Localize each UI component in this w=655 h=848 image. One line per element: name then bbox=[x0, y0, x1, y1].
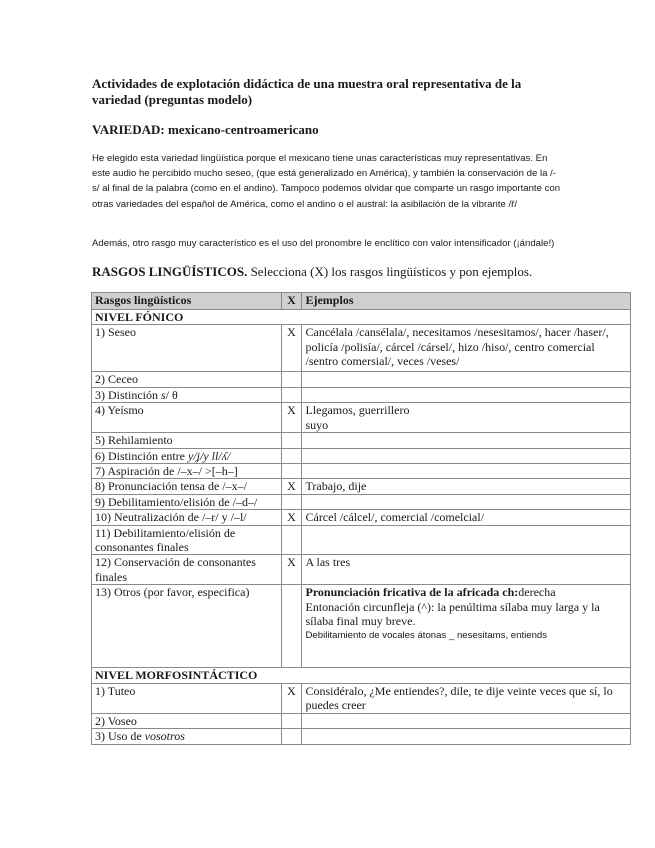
example-cell bbox=[302, 448, 631, 463]
example-cell bbox=[302, 387, 631, 402]
feature-text: 3) Distinción bbox=[95, 387, 161, 402]
feature-text: 6) Distinción entre bbox=[95, 448, 188, 463]
x-cell: X bbox=[281, 479, 302, 494]
example-cell: Considéralo, ¿Me entiendes?, dile, te dije veinte veces que sí, lo puedes creer bbox=[302, 683, 631, 713]
document-title: Actividades de explotación didáctica de una muestra oral representativa de la variedad (preguntas modelo) bbox=[92, 76, 522, 107]
example-after-bold: derecha bbox=[518, 585, 556, 600]
example-cell bbox=[302, 494, 631, 509]
table-row bbox=[92, 479, 631, 494]
section-row-morfo bbox=[92, 668, 631, 683]
example-cell bbox=[302, 525, 631, 555]
x-cell bbox=[281, 494, 302, 509]
features-table bbox=[91, 292, 631, 745]
rasgos-heading-rest: Selecciona (X) los rasgos lingüísticos y pon ejemplos. bbox=[247, 264, 533, 279]
table-row bbox=[92, 464, 631, 479]
x-cell: X bbox=[281, 555, 302, 585]
table-row bbox=[92, 585, 631, 668]
feature-cell: 7) Aspiración de /–x–/ >[–h–] bbox=[92, 464, 282, 479]
feature-cell bbox=[92, 448, 282, 463]
table-row bbox=[92, 448, 631, 463]
feature-cell: 12) Conservación de consonantes finales bbox=[92, 555, 282, 585]
section-morfo: NIVEL MORFOSINTÁCTICO bbox=[92, 668, 631, 683]
feature-cell: 9) Debilitamiento/elisión de /–d–/ bbox=[92, 494, 282, 509]
rasgos-heading-bold: RASGOS LINGÜÍSTICOS. bbox=[92, 264, 248, 279]
table-row bbox=[92, 372, 631, 387]
example-cell bbox=[302, 713, 631, 728]
header-features: Rasgos lingüísticos bbox=[92, 293, 282, 310]
example-line: suyo bbox=[305, 417, 329, 432]
feature-text: 3) Uso de bbox=[95, 729, 145, 744]
feature-cell: 11) Debilitamiento/elisión de consonantes finales bbox=[92, 525, 282, 555]
x-cell bbox=[281, 372, 302, 387]
x-cell bbox=[281, 525, 302, 555]
feature-italic: s bbox=[161, 387, 166, 402]
example-cell bbox=[302, 464, 631, 479]
feature-cell bbox=[92, 387, 282, 402]
example-cell: Cárcel /cálcel/, comercial /comelcial/ bbox=[302, 510, 631, 525]
feature-cell: 1) Tuteo bbox=[92, 683, 282, 713]
table-row bbox=[92, 713, 631, 728]
example-cell bbox=[302, 433, 631, 448]
rasgos-heading bbox=[92, 264, 532, 280]
x-cell: X bbox=[281, 683, 302, 713]
feature-cell: 2) Ceceo bbox=[92, 372, 282, 387]
example-cell: Cancélala /cansélala/, necesitamos /nesesitamos/, hacer /haser/, policía /polisía/, cárcel /cársel/, hizo /hiso/, centro comercial /sentro comersial/, veces /veses/ bbox=[302, 325, 631, 372]
feature-cell: 5) Rehilamiento bbox=[92, 433, 282, 448]
feature-italic: y/ʝ/y ll/ʎ/ bbox=[187, 448, 231, 463]
x-cell bbox=[281, 433, 302, 448]
table-row bbox=[92, 387, 631, 402]
x-cell bbox=[281, 729, 302, 744]
table-row bbox=[92, 683, 631, 713]
section-row-fonico bbox=[92, 310, 631, 325]
feature-cell: 10) Neutralización de /–r/ y /–l/ bbox=[92, 510, 282, 525]
x-cell bbox=[281, 448, 302, 463]
header-x: X bbox=[281, 293, 302, 310]
feature-text-post: / θ bbox=[165, 387, 178, 402]
feature-cell: 4) Yeísmo bbox=[92, 403, 282, 433]
table-row bbox=[92, 403, 631, 433]
x-cell bbox=[281, 713, 302, 728]
example-cell bbox=[302, 729, 631, 744]
feature-cell: 13) Otros (por favor, especifica) bbox=[92, 585, 282, 668]
table-row bbox=[92, 510, 631, 525]
x-cell bbox=[281, 585, 302, 668]
example-cell bbox=[302, 585, 631, 668]
header-examples: Ejemplos bbox=[302, 293, 631, 310]
example-line: Llegamos, guerrillero bbox=[305, 403, 410, 418]
x-cell: X bbox=[281, 325, 302, 372]
table-header-row bbox=[92, 293, 631, 310]
example-bold: Pronunciación fricativa de la africada ch: bbox=[305, 585, 519, 600]
section-fonico: NIVEL FÓNICO bbox=[92, 310, 631, 325]
table-row bbox=[92, 525, 631, 555]
feature-italic: vosotros bbox=[144, 729, 185, 744]
feature-cell bbox=[92, 729, 282, 744]
example-cell bbox=[302, 403, 631, 433]
example-cell: A las tres bbox=[302, 555, 631, 585]
x-cell: X bbox=[281, 510, 302, 525]
example-line bbox=[305, 585, 627, 599]
feature-cell: 2) Voseo bbox=[92, 713, 282, 728]
x-cell: X bbox=[281, 403, 302, 433]
x-cell bbox=[281, 387, 302, 402]
example-line: Entonación circunfleja (^): la penúltima sílaba muy larga y la sílaba final muy breve. bbox=[305, 599, 600, 629]
example-note: Debilitamiento de vocales átonas _ nesesitams, entiends bbox=[305, 629, 548, 641]
variety-heading: VARIEDAD: mexicano-centroamericano bbox=[92, 122, 319, 137]
second-paragraph: Además, otro rasgo muy característico es el uso del pronombre le enclítico con valor intensificador (¡ándale!) bbox=[92, 238, 555, 249]
example-cell: Trabajo, dije bbox=[302, 479, 631, 494]
table-row bbox=[92, 494, 631, 509]
intro-paragraph: He elegido esta variedad lingüística porque el mexicano tiene unas características muy representativas. En este audio he percibido mucho seseo, (que está generalizado en América), y también la conservación de la /-s/ al final de la palabra (como en el andino). Tampoco podemos olvidar que comparte un rasgo importante con otras variedades del español de América, como el andino o el austral: la asibilación de la vibrante /ř/ bbox=[92, 153, 561, 210]
x-cell bbox=[281, 464, 302, 479]
example-cell bbox=[302, 372, 631, 387]
feature-cell: 1) Seseo bbox=[92, 325, 282, 372]
feature-cell: 8) Pronunciación tensa de /–x–/ bbox=[92, 479, 282, 494]
table-row bbox=[92, 433, 631, 448]
table-row bbox=[92, 555, 631, 585]
table-row bbox=[92, 729, 631, 744]
table-row bbox=[92, 325, 631, 372]
